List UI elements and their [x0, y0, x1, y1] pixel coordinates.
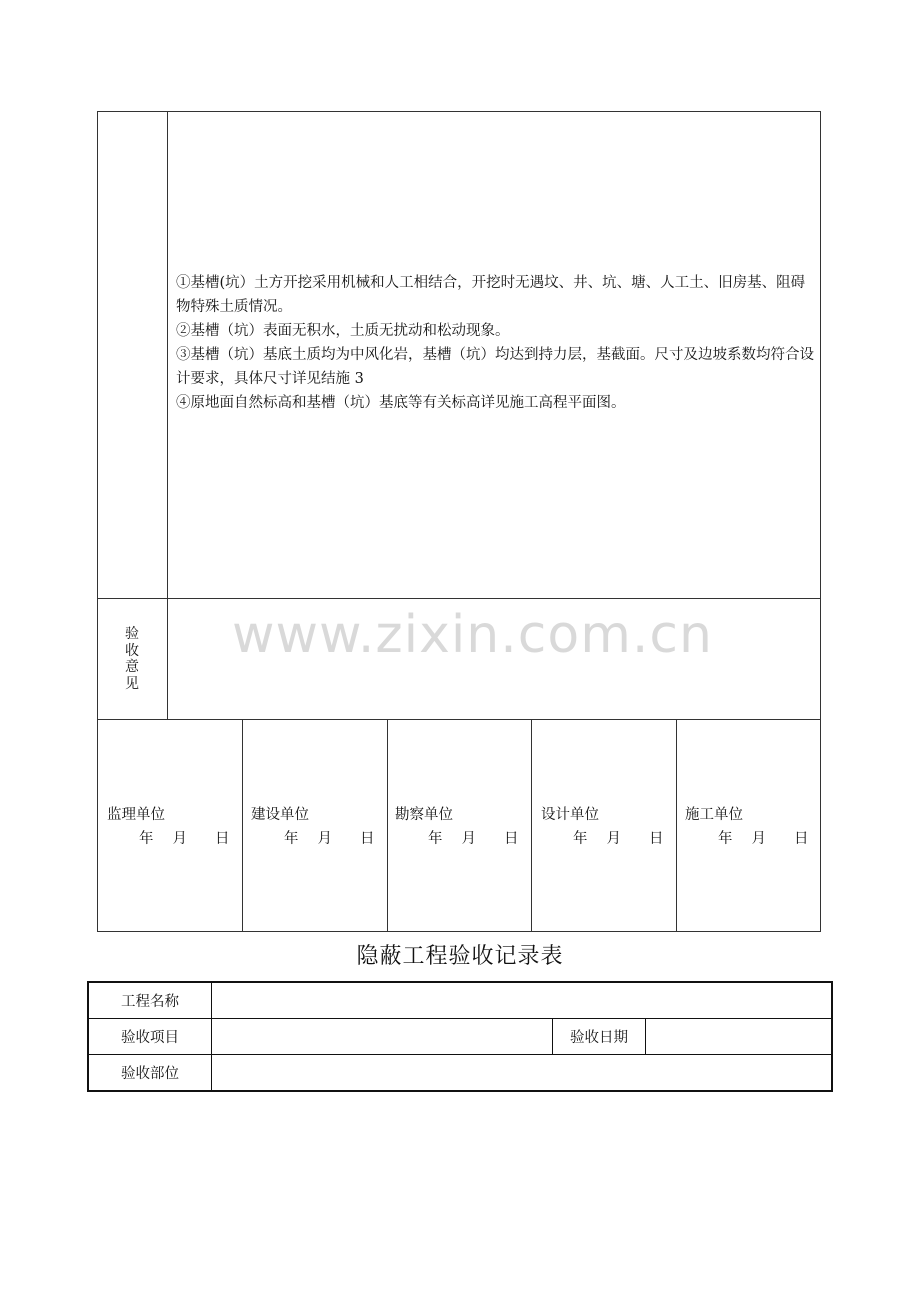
content-line: ②基槽（坑）表面无积水，土质无扰动和松动现象。: [176, 323, 510, 339]
day-label: 日: [215, 831, 230, 847]
year-label: 年: [428, 831, 443, 847]
signature-date: [243, 827, 387, 848]
content-line: ④原地面自然标高和基槽（坑）基底等有关标高详见施工高程平面图。: [176, 395, 626, 411]
inspection-item-label: 验收项目: [121, 1030, 179, 1046]
label-char: 收: [125, 642, 139, 659]
label-char: 见: [125, 675, 139, 692]
year-label: 年: [718, 831, 733, 847]
acceptance-opinion-label: [122, 626, 142, 692]
signature-date: [388, 827, 531, 848]
year-label: 年: [284, 831, 299, 847]
label-char: 验: [125, 626, 139, 642]
day-label: 日: [504, 831, 519, 847]
month-label: 月: [172, 831, 187, 847]
project-name-label: 工程名称: [121, 994, 179, 1010]
day-label: 日: [794, 831, 809, 847]
signature-date: [532, 827, 676, 848]
signature-design: [532, 803, 676, 848]
inspection-date-field[interactable]: [646, 1019, 831, 1054]
year-label: 年: [139, 831, 154, 847]
signature-supervision: [98, 803, 242, 848]
signature-unit: 施工单位: [685, 807, 743, 823]
content-line: ③基槽（坑）基底土质均为中风化岩，基槽（坑）均达到持力层，基截面。尺寸及边坡系数均符合设计要求，具体尺寸详见结施 3: [176, 347, 814, 387]
year-label: 年: [573, 831, 588, 847]
month-label: 月: [606, 831, 621, 847]
inspection-part-field[interactable]: [212, 1055, 831, 1090]
day-label: 日: [649, 831, 664, 847]
month-label: 月: [317, 831, 332, 847]
signature-date: [98, 827, 242, 848]
opinion-signature-divider: [97, 719, 821, 720]
inspection-content: [176, 271, 814, 415]
signature-survey: [388, 803, 531, 848]
month-label: 月: [751, 831, 766, 847]
project-name-field[interactable]: [212, 983, 831, 1018]
day-label: 日: [360, 831, 375, 847]
signature-unit: 设计单位: [541, 807, 599, 823]
signature-unit: 勘察单位: [395, 807, 453, 823]
signature-contractor: [677, 803, 820, 848]
label-char: 意: [125, 659, 139, 675]
signature-date: [677, 827, 820, 848]
signature-unit: 监理单位: [107, 807, 165, 823]
watermark: www.zixin.com.cn: [232, 605, 713, 665]
inspection-date-label: 验收日期: [570, 1030, 628, 1046]
signature-unit: 建设单位: [251, 807, 309, 823]
form-title: 隐蔽工程验收记录表: [356, 944, 564, 969]
signature-construction-owner: [243, 803, 387, 848]
content-line: ①基槽(坑）土方开挖采用机械和人工相结合，开挖时无遇坟、井、坑、塘、人工土、旧房基、阻碍物特殊土质情况。: [176, 275, 806, 315]
inspection-part-label: 验收部位: [121, 1066, 179, 1082]
month-label: 月: [461, 831, 476, 847]
inspection-item-field[interactable]: [212, 1019, 552, 1054]
